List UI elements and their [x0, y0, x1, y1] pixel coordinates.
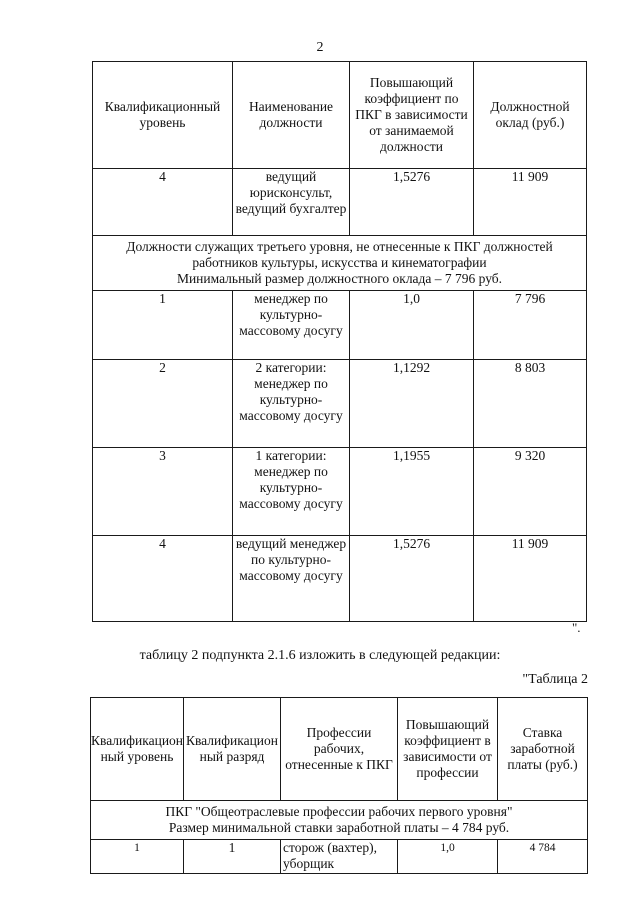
group-min-salary: Минимальный размер должностного оклада – 7 796 руб.	[176, 271, 503, 286]
salary-table-workers	[90, 697, 588, 874]
header-qualification-level: Квалификационный уровень	[91, 698, 184, 801]
table-header-row	[93, 62, 587, 169]
table-2-label: "Таблица 2	[522, 672, 588, 687]
page-number: 2	[316, 40, 324, 55]
header-wage-rate: Ставка заработной платы (руб.)	[498, 698, 588, 801]
table-row	[93, 536, 587, 622]
group-header-cell	[93, 236, 587, 291]
header-qualification-level: Квалификационный уровень	[93, 62, 233, 169]
table-row	[91, 840, 588, 874]
cell-level: 4	[93, 536, 233, 622]
group-row	[93, 236, 587, 291]
cell-coefficient: 1,1292	[350, 360, 474, 448]
cell-coefficient: 1,5276	[350, 169, 474, 236]
group-title: ПКГ "Общеотраслевые профессии рабочих первого уровня"	[165, 804, 513, 819]
table-row	[93, 291, 587, 360]
cell-rate: 4 784	[498, 840, 588, 874]
group-min-rate: Размер минимальной ставки заработной платы – 4 784 руб.	[168, 820, 510, 835]
cell-level: 1	[91, 840, 184, 874]
cell-coefficient: 1,5276	[350, 536, 474, 622]
header-salary: Должностной оклад (руб.)	[474, 62, 587, 169]
cell-coefficient: 1,1955	[350, 448, 474, 536]
cell-level: 4	[93, 169, 233, 236]
table-header-row	[91, 698, 588, 801]
cell-grade: 1	[184, 840, 281, 874]
header-position-name: Наименование должности	[233, 62, 350, 169]
salary-table-positions	[92, 61, 587, 622]
table-row	[93, 360, 587, 448]
group-header-cell	[91, 801, 588, 840]
cell-salary: 7 796	[474, 291, 587, 360]
cell-level: 1	[93, 291, 233, 360]
cell-salary: 11 909	[474, 536, 587, 622]
cell-level: 3	[93, 448, 233, 536]
cell-position: ведущий юрисконсульт, ведущий бухгалтер	[233, 169, 350, 236]
closing-quote: ".	[572, 620, 581, 635]
cell-position: ведущий менеджер по культурно-массовому досугу	[233, 536, 350, 622]
cell-coefficient: 1,0	[350, 291, 474, 360]
instruction-text: таблицу 2 подпункта 2.1.6 изложить в следующей редакции:	[139, 648, 501, 663]
cell-position: менеджер по культурно-массовому досугу	[233, 291, 350, 360]
header-qualification-grade: Квалификационный разряд	[184, 698, 281, 801]
cell-salary: 11 909	[474, 169, 587, 236]
cell-salary: 8 803	[474, 360, 587, 448]
header-coefficient: Повышающий коэффициент по ПКГ в зависимости от занимаемой должности	[350, 62, 474, 169]
group-row	[91, 801, 588, 840]
table-row	[93, 169, 587, 236]
cell-level: 2	[93, 360, 233, 448]
table-row	[93, 448, 587, 536]
cell-salary: 9 320	[474, 448, 587, 536]
header-coefficient: Повышающий коэффициент в зависимости от профессии	[398, 698, 498, 801]
cell-coefficient: 1,0	[398, 840, 498, 874]
group-title: Должности служащих третьего уровня, не отнесенные к ПКГ должностей работников культуры, искусства и кинематографии	[126, 239, 553, 270]
cell-position: 2 категории: менеджер по культурно-массовому досугу	[233, 360, 350, 448]
cell-profession: сторож (вахтер), уборщик	[281, 840, 398, 874]
cell-position: 1 категории: менеджер по культурно-массовому досугу	[233, 448, 350, 536]
header-professions: Профессии рабочих, отнесенные к ПКГ	[281, 698, 398, 801]
